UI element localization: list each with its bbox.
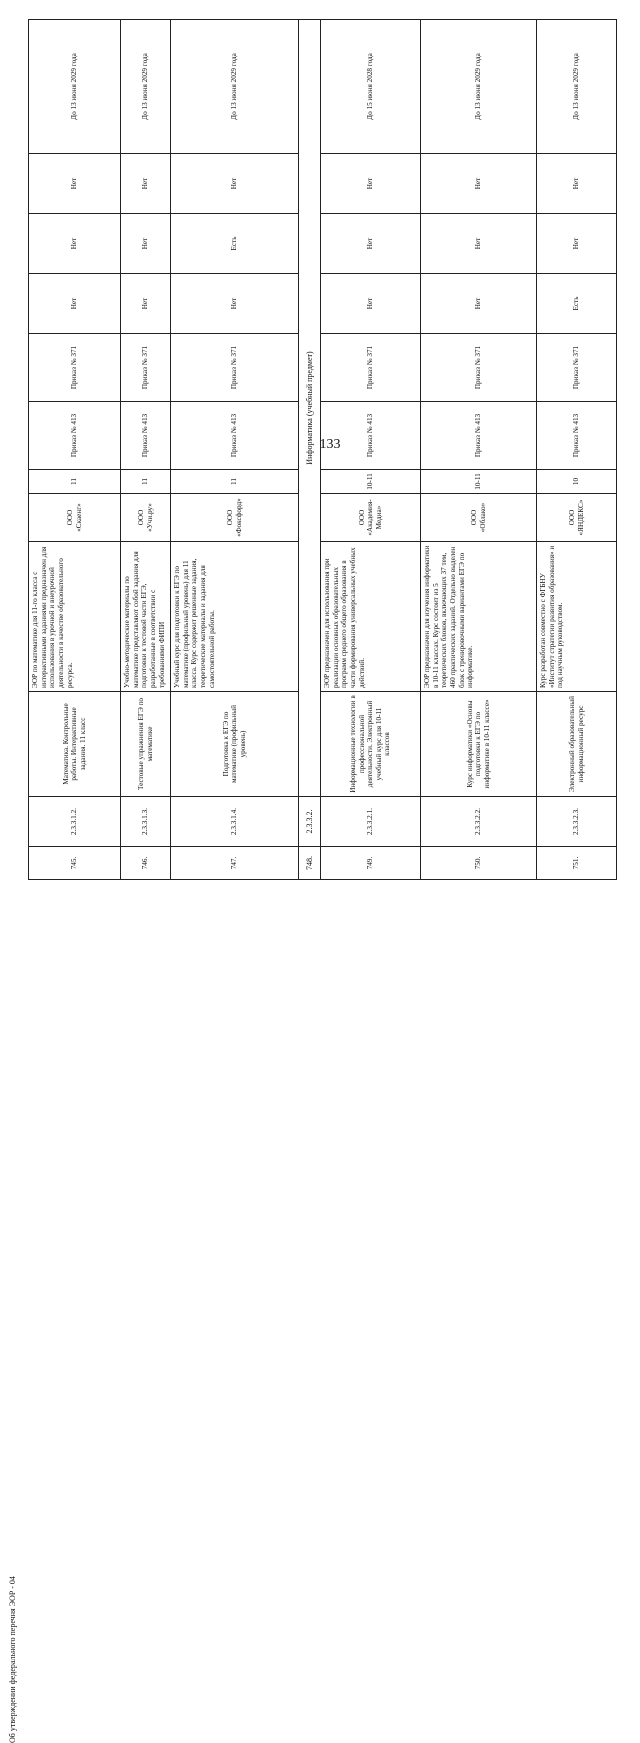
row-flag-b: Нет — [321, 214, 421, 274]
row-description: Учебно-методические материалы по математике представляют собой задания для подготовки к тестовой части ЕГЭ, разработанные в соответствии с требованиями ФИПИ — [121, 542, 171, 692]
row-flag-b: Нет — [29, 214, 121, 274]
row-flag-a: Нет — [421, 274, 537, 334]
row-flag-c: Нет — [29, 154, 121, 214]
row-code: 2.3.3.2.2. — [421, 797, 537, 847]
row-flag-b: Есть — [171, 214, 299, 274]
row-code: 2.3.3.1.3. — [121, 797, 171, 847]
row-term: До 13 июня 2029 года — [121, 20, 171, 154]
row-order-2: Приказ № 371 — [421, 334, 537, 402]
row-number: 751. — [537, 847, 617, 880]
row-code: 2.3.3.2. — [299, 797, 321, 847]
row-code: 2.3.3.1.2. — [29, 797, 121, 847]
row-flag-a: Нет — [29, 274, 121, 334]
row-code: 2.3.3.2.3. — [537, 797, 617, 847]
row-description: Курс разработан совместно с ФГБНУ «Институт стратегии развития образования» и под научным руководством. — [537, 542, 617, 692]
row-order-1: Приказ № 413 — [321, 402, 421, 470]
row-grade: 11 — [171, 470, 299, 494]
row-order-1: Приказ № 413 — [171, 402, 299, 470]
row-order-2: Приказ № 371 — [537, 334, 617, 402]
row-grade: 10 — [537, 470, 617, 494]
row-flag-c: Нет — [321, 154, 421, 214]
row-order-1: Приказ № 413 — [421, 402, 537, 470]
row-number: 748. — [299, 847, 321, 880]
row-name: Электронный образовательный информационный ресурс — [537, 692, 617, 797]
row-term: До 13 июня 2029 года — [537, 20, 617, 154]
row-number: 747. — [171, 847, 299, 880]
row-order-2: Приказ № 371 — [29, 334, 121, 402]
row-flag-c: Нет — [421, 154, 537, 214]
page-number: 133 — [319, 437, 341, 452]
row-code: 2.3.3.2.1. — [321, 797, 421, 847]
row-order-1: Приказ № 413 — [29, 402, 121, 470]
row-organization: ООО «Учи.ру» — [121, 494, 171, 542]
row-order-1: Приказ № 413 — [121, 402, 171, 470]
row-organization: ООО «Фоксфорд» — [171, 494, 299, 542]
row-grade: 10-11 — [421, 470, 537, 494]
row-description: ЭОР предназначен для изучения информатики в 10-11 классах. Курс состоит из 5 теоретических блоков, включающих 37 тем, 460 практических заданий. Отдельно выделен блок с тренировочными вариантами ЕГЭ по информатике. — [421, 542, 537, 692]
row-flag-b: Нет — [121, 214, 171, 274]
row-term: До 13 июня 2029 года — [29, 20, 121, 154]
row-name: Математика. Контрольные работы. Интерактивные задания. 11 класс — [29, 692, 121, 797]
row-flag-c: Нет — [537, 154, 617, 214]
row-order-2: Приказ № 371 — [121, 334, 171, 402]
row-name: Тестовые упражнения ЕГЭ по математике — [121, 692, 171, 797]
row-organization: ООО «Академия-Медиа» — [321, 494, 421, 542]
row-description: ЭОР по математике для 11-го класса с интерактивными заданиями предназначен для использования в урочной и внеурочной деятельности в качестве образовательного ресурса. — [29, 542, 121, 692]
row-name: Курс информатики «Основы подготовки к ЕГЭ по информатике в 10-11 классе» — [421, 692, 537, 797]
row-code: 2.3.3.1.4. — [171, 797, 299, 847]
footer-text: Об утверждении федерального перечня ЭОР - 04 — [8, 1576, 17, 1743]
row-flag-c: Нет — [171, 154, 299, 214]
row-term: До 13 июня 2029 года — [421, 20, 537, 154]
row-organization: ООО «Скаенг» — [29, 494, 121, 542]
row-order-2: Приказ № 371 — [171, 334, 299, 402]
row-flag-a: Нет — [321, 274, 421, 334]
section-label: Информатика (учебный предмет) — [299, 20, 321, 797]
row-flag-b: Нет — [537, 214, 617, 274]
row-name: Подготовка к ЕГЭ по математике (профильный уровень) — [171, 692, 299, 797]
row-flag-b: Нет — [421, 214, 537, 274]
row-description: Учебный курс для подготовки к ЕГЭ по математике (профильный уровень) для 11 класса. Курс содержит решенные задания, теоретические материалы и задания для самостоятельной работы. — [171, 542, 299, 692]
row-grade: 11 — [29, 470, 121, 494]
row-grade: 11 — [121, 470, 171, 494]
row-term: До 13 июня 2029 года — [171, 20, 299, 154]
row-flag-a: Нет — [171, 274, 299, 334]
row-number: 749. — [321, 847, 421, 880]
row-order-1: Приказ № 413 — [537, 402, 617, 470]
row-number: 745. — [29, 847, 121, 880]
row-description: ЭОР предназначен для использования при реализации основных образовательных программ среднего общего образования в части формирования универсальных учебных действий. — [321, 542, 421, 692]
row-number: 746. — [121, 847, 171, 880]
row-flag-c: Нет — [121, 154, 171, 214]
row-number: 750. — [421, 847, 537, 880]
row-organization: ООО «Облако» — [421, 494, 537, 542]
row-organization: ООО «ЯНДЕКС» — [537, 494, 617, 542]
row-grade: 10-11 — [321, 470, 421, 494]
row-term: До 15 июня 2028 года — [321, 20, 421, 154]
row-flag-a: Есть — [537, 274, 617, 334]
row-flag-a: Нет — [121, 274, 171, 334]
row-order-2: Приказ № 371 — [321, 334, 421, 402]
row-name: Информационные технологии в профессиональной деятельности. Электронный учебный курс для 10-11 классов — [321, 692, 421, 797]
